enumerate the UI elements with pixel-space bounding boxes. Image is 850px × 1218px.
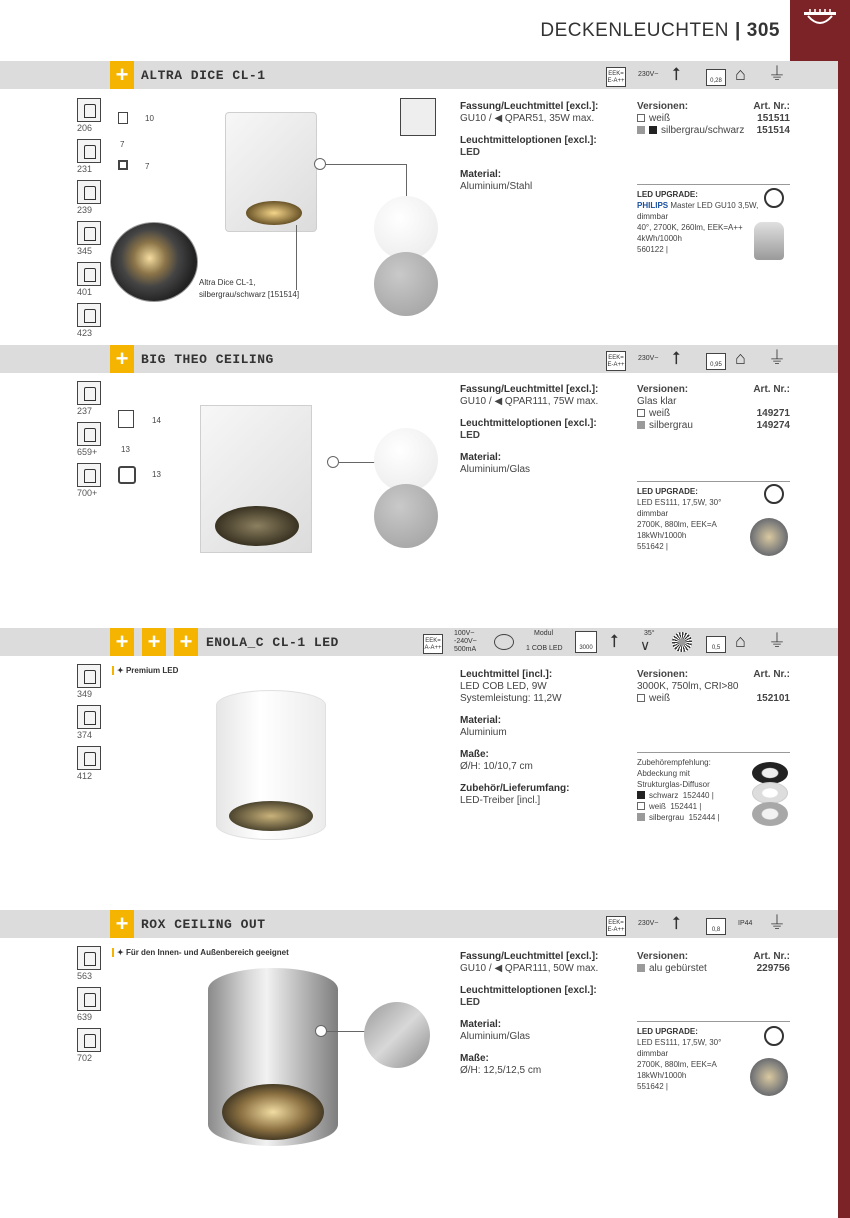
leader-line (406, 164, 407, 196)
upgrade-line: 560122 | (637, 245, 668, 254)
leader-line (339, 462, 375, 463)
swatch-white (374, 196, 438, 260)
ref-number: 239 (77, 205, 93, 215)
accessory-line: Abdeckung mit (637, 769, 690, 778)
weight-icon: 0,95 (706, 353, 726, 370)
voltage-label: 100V~ -240V~ 500mA (454, 630, 477, 653)
artnr-header: Art. Nr.: (753, 669, 790, 680)
upgrade-line: dimmbar (637, 212, 669, 221)
upgrade-line: dimmbar (637, 1049, 669, 1058)
lamp-type-icon (77, 664, 101, 688)
version-name: silbergrau (649, 420, 693, 431)
dimension-height: 10 (145, 114, 154, 123)
side-icons (77, 664, 101, 787)
leader-dot (315, 1025, 327, 1037)
image-caption: Altra Dice CL-1, silbergrau/schwarz [151514] (199, 278, 300, 299)
spec-label: Material: (460, 715, 502, 726)
spec-value: Systemleistung: 11,2W (460, 693, 562, 704)
brand-logo: PHILIPS (637, 201, 669, 210)
arrow-up-icon: ⭡ (672, 913, 681, 933)
product-band-altra-dice (0, 61, 838, 89)
product-image-altra-dice (225, 112, 317, 232)
accessory-name: weiß (649, 802, 666, 811)
upgrade-line: 551642 | (637, 1082, 668, 1091)
upgrade-line: 2700K, 880lm, EEK=A (637, 1060, 717, 1069)
bulb-gu10-image (754, 222, 784, 260)
spec-label: Leuchtmitteloptionen [excl.]: (460, 135, 597, 146)
dimension-box (118, 112, 128, 124)
spec-column (460, 669, 630, 807)
side-icons (77, 381, 101, 504)
voltage-label: 230V~ (638, 71, 659, 78)
versions-subtitle: 3000K, 750lm, CRI>80 (637, 681, 739, 692)
ground-icon: ⏚ (768, 913, 786, 933)
modul-label: Modul (534, 630, 554, 637)
accessory-name: schwarz (649, 791, 679, 800)
upgrade-title: LED UPGRADE: (637, 487, 698, 496)
dimmer-icon (764, 484, 784, 504)
accessory-number: 152444 | (688, 813, 720, 822)
swatch-white (637, 694, 645, 702)
spec-value: Aluminium/Stahl (460, 181, 533, 192)
swatch-black (649, 126, 657, 134)
swatch-brushed-alu (364, 1002, 430, 1068)
header-separator: | (734, 20, 741, 41)
article-number: 151511 (757, 113, 790, 124)
voltage-label: 230V~ (638, 920, 659, 927)
spec-label: Zubehör/Lieferumfang: (460, 783, 570, 794)
spec-label: Material: (460, 1019, 502, 1030)
lamp-type-icon (77, 987, 101, 1011)
product-image-rox (208, 968, 338, 1146)
product-title: ENOLA_C CL-1 LED (206, 635, 339, 650)
versions-subtitle: Glas klar (637, 396, 677, 407)
ref-number: 231 (77, 164, 93, 174)
reflector (229, 801, 313, 831)
artnr-header: Art. Nr.: (753, 951, 790, 962)
reflector (215, 506, 299, 546)
dimension-box (118, 410, 134, 428)
right-edge-bar (838, 0, 850, 1218)
spec-value: Aluminium/Glas (460, 464, 531, 475)
upgrade-title: LED UPGRADE: (637, 190, 698, 199)
hv-icon (77, 705, 101, 729)
ref-number: 374 (77, 730, 93, 740)
upgrade-line: 18kWh/1000h (637, 1071, 687, 1080)
beam-angle-label: 35° (644, 630, 655, 637)
spec-column (460, 384, 630, 476)
spec-value: Ø/H: 10/10,7 cm (460, 761, 533, 772)
version-name: weiß (649, 693, 671, 704)
lamp-type-icon (77, 1028, 101, 1052)
hv-icon (77, 303, 101, 327)
upgrade-line: 2700K, 880lm, EEK=A (637, 520, 717, 529)
weight-icon: 0,5 (706, 636, 726, 653)
spec-column (460, 951, 630, 1077)
side-icons (77, 946, 101, 1069)
dimension-depth: 13 (152, 470, 161, 479)
product-title: BIG THEO CEILING (141, 352, 274, 367)
house-icon: ⌂ (735, 64, 746, 84)
swatch-grey (637, 421, 645, 429)
upgrade-line: 18kWh/1000h (637, 531, 687, 540)
spec-value: Aluminium/Glas (460, 1031, 531, 1042)
spec-value: LED COB LED, 9W (460, 681, 547, 692)
bulb-es111-image (750, 518, 788, 556)
product-band-enola (0, 628, 838, 656)
ref-number: 659+ (77, 447, 98, 457)
spec-value: GU10 / ◀ QPAR51, 35W max. (460, 113, 595, 124)
spec-value: GU10 / ◀ QPAR111, 50W max. (460, 963, 599, 974)
ref-number: 401 (77, 287, 93, 297)
spec-value: LED-Treiber [incl.] (460, 795, 541, 806)
article-number: 149274 (756, 420, 790, 431)
ref-number: 345 (77, 246, 93, 256)
ref-number: 423 (77, 328, 93, 338)
side-icons (77, 98, 101, 344)
ref-number: 412 (77, 771, 93, 781)
accessory-line: Zubehörempfehlung: (637, 758, 711, 767)
leader-line (296, 262, 297, 290)
hv-icon (77, 746, 101, 770)
upgrade-line: 551642 | (637, 542, 668, 551)
dimension-height: 14 (152, 416, 161, 425)
star-plus-icon: + (174, 628, 198, 656)
energy-label-icon: EEK= E-A++ (606, 351, 626, 371)
bulb-es111-image (750, 1058, 788, 1096)
article-number: 149271 (756, 408, 790, 419)
dimension-width: 13 (121, 445, 130, 454)
ref-number: 206 (77, 123, 93, 133)
voltage-label: 230V~ (638, 355, 659, 362)
star-plus-icon: + (142, 628, 166, 656)
led-icon: LED (460, 430, 480, 441)
spec-label: Material: (460, 452, 502, 463)
upgrade-line: 4kWh/1000h (637, 234, 682, 243)
version-name: weiß (649, 408, 671, 419)
swatch-grey (637, 964, 645, 972)
ref-number: 639 (77, 1012, 93, 1022)
premium-led-badge: ✦ Premium LED (112, 666, 178, 675)
swatch-white (637, 409, 645, 417)
arrow-up-icon: ⭡ (672, 348, 681, 368)
led-icon: LED (460, 147, 480, 158)
spectrum-icon: 3000 (575, 631, 597, 653)
article-number: 229756 (756, 963, 790, 974)
ref-number: 563 (77, 971, 93, 981)
dimension-depth: 7 (145, 162, 150, 171)
versions-header: Versionen: (637, 384, 689, 395)
cover-silver-image (752, 802, 788, 826)
lamp-type-icon (77, 463, 101, 487)
versions-table (637, 384, 790, 432)
star-plus-icon: + (110, 61, 134, 89)
spec-label: Leuchtmittel [incl.]: (460, 669, 553, 680)
lamp-type-icon (77, 221, 101, 245)
badge-text: Für den Innen- und Außenbereich geeignet (125, 948, 289, 957)
spec-label: Leuchtmitteloptionen [excl.]: (460, 418, 597, 429)
energy-label-icon: EEK= E-A++ (606, 916, 626, 936)
lamp-type-icon (77, 180, 101, 204)
outdoor-badge: ✦ Für den Innen- und Außenbereich geeignet (112, 948, 289, 957)
led-icon: LED (460, 997, 480, 1008)
spec-column (460, 101, 630, 193)
badge-text: Premium LED (125, 666, 179, 675)
product-band-big-theo (0, 345, 838, 373)
spec-label: Fassung/Leuchtmittel [excl.]: (460, 384, 599, 395)
spec-label: Leuchtmitteloptionen [excl.]: (460, 985, 597, 996)
ceiling-lamp-icon (800, 8, 840, 32)
ip-rating: IP44 (738, 920, 753, 927)
upgrade-line: 40°, 2700K, 260lm, EEK=A++ (637, 223, 743, 232)
artnr-header: Art. Nr.: (753, 101, 790, 112)
version-name: alu gebürstet (649, 963, 707, 974)
spec-label: Maße: (460, 749, 489, 760)
dimmer-icon (764, 1026, 784, 1046)
versions-header: Versionen: (637, 951, 689, 962)
upgrade-line: LED ES111, 17,5W, 30° (637, 1038, 722, 1047)
spec-label: Material: (460, 169, 502, 180)
swatch-white (637, 802, 645, 810)
upgrade-line: LED ES111, 17,5W, 30° (637, 498, 722, 507)
swatch-grey (637, 126, 645, 134)
section-title: DECKENLEUCHTEN (540, 20, 729, 41)
lamp-type-icon (77, 946, 101, 970)
versions-header: Versionen: (637, 101, 689, 112)
section-tab (790, 0, 850, 62)
ground-icon: ⏚ (768, 64, 786, 84)
version-name: silbergrau/schwarz (661, 125, 745, 136)
product-title: ROX CEILING OUT (141, 917, 266, 932)
upgrade-line: dimmbar (637, 509, 669, 518)
product-title: ALTRA DICE CL-1 (141, 68, 266, 83)
lamp-type-icon (77, 98, 101, 122)
spec-label: Fassung/Leuchtmittel [excl.]: (460, 951, 599, 962)
spec-label: Fassung/Leuchtmittel [excl.]: (460, 101, 599, 112)
dimension-width: 7 (120, 140, 125, 149)
arrow-up-icon: ⭡ (610, 631, 619, 651)
spec-label: Maße: (460, 1053, 489, 1064)
cover-white-image (752, 782, 788, 804)
cob-label: 1 COB LED (526, 645, 563, 652)
arrow-up-icon: ⭡ (672, 64, 681, 84)
versions-header: Versionen: (637, 669, 689, 680)
reflector (222, 1084, 324, 1140)
ref-number: 700+ (77, 488, 98, 498)
star-plus-icon: + (110, 345, 134, 373)
dimension-square-icon (118, 160, 128, 170)
article-number: 152101 (756, 693, 790, 704)
star-plus-icon: + (110, 628, 134, 656)
spec-value: Ø/H: 12,5/12,5 cm (460, 1065, 542, 1076)
dimming-icon (672, 632, 692, 652)
swatch-black (637, 791, 645, 799)
ground-icon: ⏚ (768, 348, 786, 368)
leader-line (326, 164, 406, 165)
versions-table (637, 101, 790, 137)
swatch-white (374, 428, 438, 492)
ground-icon: ⏚ (768, 631, 786, 651)
swatch-white (637, 114, 645, 122)
accessory-name: silbergrau (649, 813, 685, 822)
mounting-options-icon (400, 98, 436, 136)
spec-value: Aluminium (460, 727, 507, 738)
lamp-type-icon (77, 381, 101, 405)
artnr-header: Art. Nr.: (753, 384, 790, 395)
ref-number: 702 (77, 1053, 93, 1063)
version-name: weiß (649, 113, 671, 124)
product-band-rox (0, 910, 838, 938)
hv-icon (77, 262, 101, 286)
leader-line (296, 225, 297, 262)
ref-number: 349 (77, 689, 93, 699)
star-plus-icon: + (110, 910, 134, 938)
cover-black-image (752, 762, 788, 784)
page-number: 305 (746, 20, 780, 41)
leader-dot (327, 456, 339, 468)
upgrade-title: LED UPGRADE: (637, 1027, 698, 1036)
weight-icon: 0,28 (706, 69, 726, 86)
house-icon: ⌂ (735, 348, 746, 368)
ref-number: 237 (77, 406, 93, 416)
led-driver-icon (494, 634, 514, 650)
accessory-line: Strukturglas-Diffusor (637, 780, 710, 789)
swatch-silver (374, 484, 438, 548)
accessory-number: 152441 | (670, 802, 702, 811)
product-image-big-theo (200, 405, 312, 553)
product-image-enola (216, 690, 326, 840)
beam-angle-icon: ∨ (640, 637, 651, 653)
leader-line (327, 1031, 365, 1032)
energy-label-icon: EEK= E-A++ (606, 67, 626, 87)
accessory-number: 152440 | (682, 791, 714, 800)
spec-value: GU10 / ◀ QPAR111, 75W max. (460, 396, 599, 407)
lamp-type-icon (77, 422, 101, 446)
versions-table (637, 669, 790, 705)
upgrade-line: Master LED GU10 3,5W, (670, 201, 759, 210)
dimension-square-icon (118, 466, 136, 484)
energy-label-icon: EEK= A-A++ (423, 634, 443, 654)
detail-zoom-image (110, 222, 198, 302)
dimmer-icon (764, 188, 784, 208)
weight-icon: 0,8 (706, 918, 726, 935)
swatch-silver (374, 252, 438, 316)
versions-table (637, 951, 790, 975)
reflector (246, 201, 302, 225)
swatch-grey (637, 813, 645, 821)
page-header (540, 20, 780, 42)
leader-dot (314, 158, 326, 170)
lamp-type-icon (77, 139, 101, 163)
article-number: 151514 (756, 125, 790, 136)
house-icon: ⌂ (735, 631, 746, 651)
